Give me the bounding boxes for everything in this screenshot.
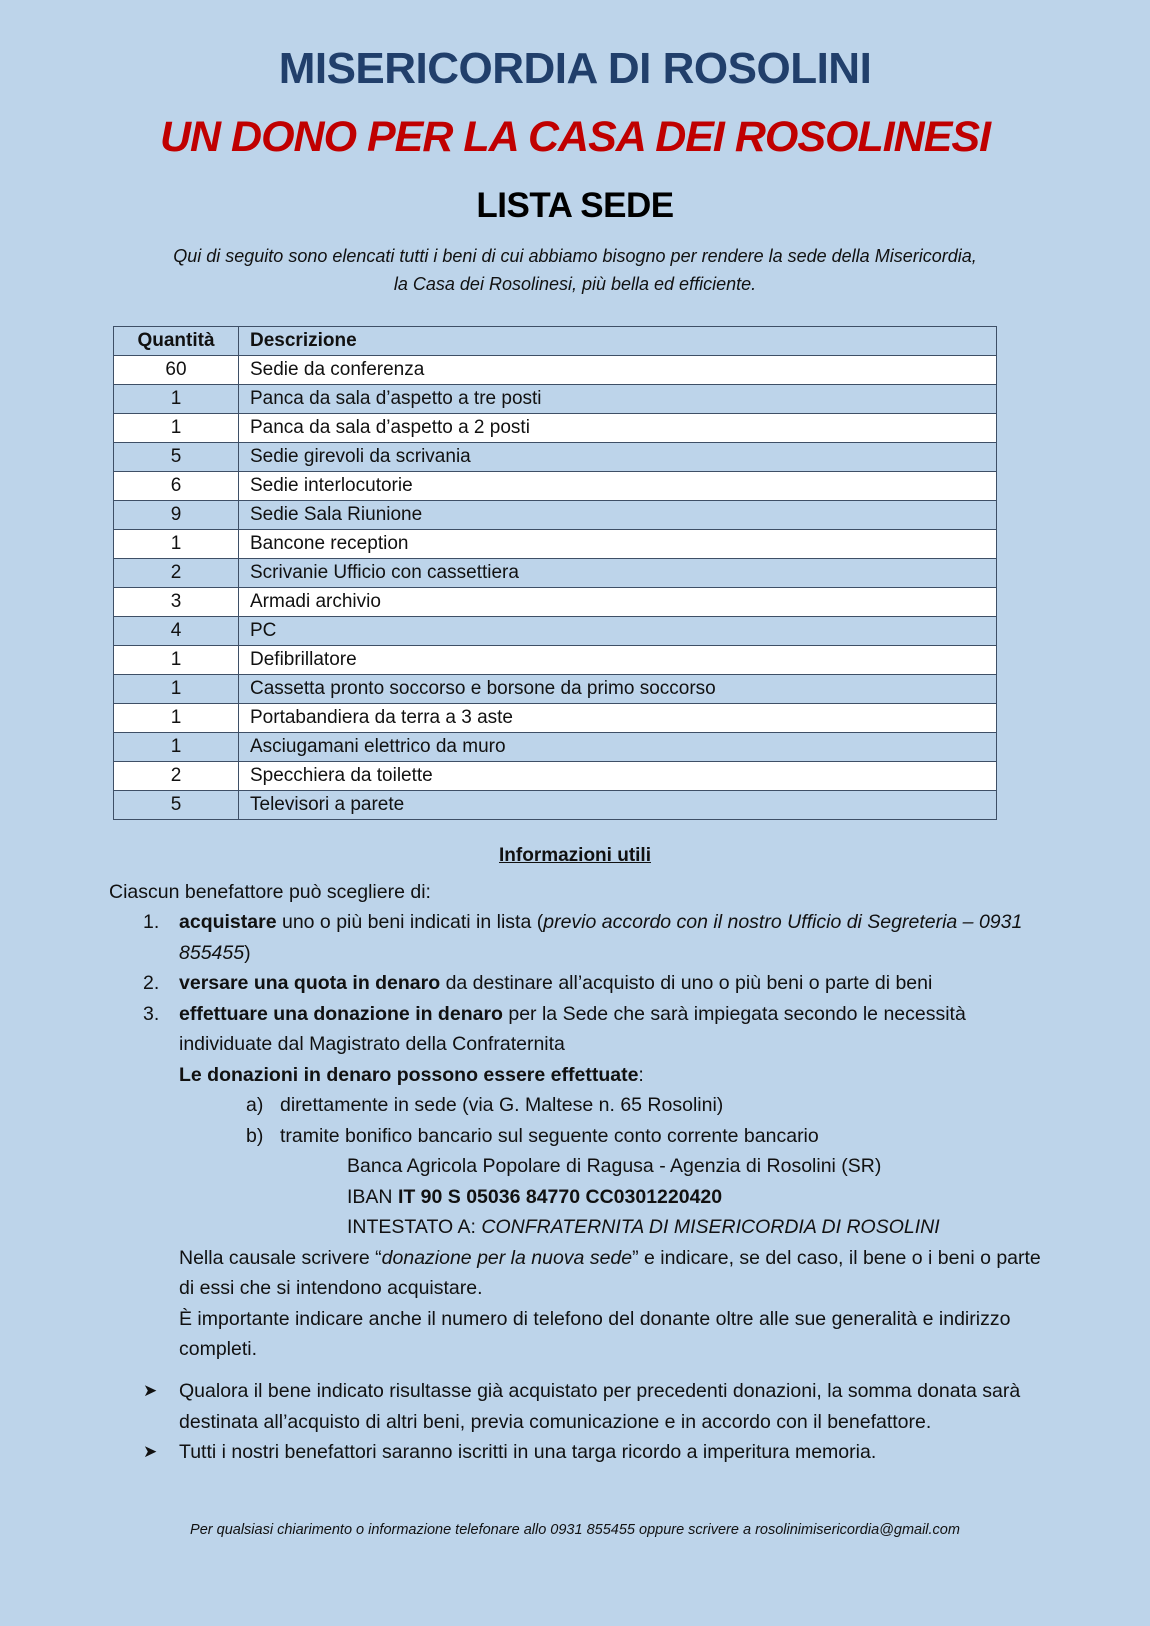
method-letter: a) <box>246 1094 264 1116</box>
quantity-cell: 6 <box>114 472 239 501</box>
description-cell: Scrivanie Ufficio con cassettiera <box>239 559 997 588</box>
table-row <box>114 791 997 820</box>
donation-details <box>143 1060 1043 1365</box>
quantity-cell: 1 <box>114 733 239 762</box>
description-cell: Televisori a parete <box>239 791 997 820</box>
note-item <box>143 1376 1043 1437</box>
holder-label: INTESTATO A: <box>347 1216 482 1238</box>
holder-value: CONFRATERNITA DI MISERICORDIA DI ROSOLINI <box>481 1216 940 1238</box>
quantity-cell: 5 <box>114 443 239 472</box>
quantity-cell: 1 <box>114 530 239 559</box>
option-text <box>179 907 1043 968</box>
description-cell: Panca da sala d’aspetto a tre posti <box>239 385 997 414</box>
page-title: MISERICORDIA DI ROSOLINI <box>278 44 872 93</box>
table-header-row <box>114 327 997 356</box>
option-item <box>143 999 1043 1060</box>
intro-text <box>0 242 1150 298</box>
option-body: da destinare all’acquisto di uno o più beni o parte di beni <box>440 972 933 994</box>
quantity-cell: 4 <box>114 617 239 646</box>
arrow-bullet-icon: ➤ <box>143 1442 158 1461</box>
method-text: direttamente in sede (via G. Maltese n. 65 Rosolini) <box>280 1094 724 1116</box>
quantity-cell: 1 <box>114 414 239 443</box>
description-cell: Asciugamani elettrico da muro <box>239 733 997 762</box>
causale-italic: donazione per la nuova sede <box>381 1246 633 1269</box>
quantity-cell: 1 <box>114 675 239 704</box>
info-lead: Ciascun benefattore può scegliere di: <box>109 881 431 903</box>
footer-contact: Per qualsiasi chiarimento o informazione telefonare allo 0931 855455 oppure scrivere a rosolinimisericordia@gmail.com <box>190 1522 960 1538</box>
option-number: 1. <box>143 911 160 933</box>
table-row <box>114 646 997 675</box>
table-row <box>114 356 997 385</box>
option-body: per la Sede che sarà impiegata secondo le necessità individuate dal Magistrato della Confraternita <box>179 1002 966 1055</box>
option-item <box>143 968 1043 999</box>
iban-value: IT 90 S 05036 84770 CC0301220420 <box>397 1185 723 1208</box>
description-cell: Defibrillatore <box>239 646 997 675</box>
column-header-quantity: Quantità <box>114 327 239 356</box>
quantity-cell: 1 <box>114 385 239 414</box>
option-bold: acquistare <box>179 911 277 933</box>
option-number: 3. <box>143 1002 160 1025</box>
method-item <box>246 1121 1043 1152</box>
table-row <box>114 385 997 414</box>
option-bold: versare una quota in denaro <box>179 972 441 994</box>
donation-methods-label <box>179 1060 1043 1091</box>
info-section-title: Informazioni utili <box>499 845 651 866</box>
table-row <box>114 472 997 501</box>
page-subtitle: UN DONO PER LA CASA DEI ROSOLINESI <box>159 113 991 161</box>
items-table <box>113 326 997 820</box>
causale-text <box>179 1243 1043 1304</box>
colon: : <box>638 1063 644 1086</box>
description-cell: Portabandiera da terra a 3 aste <box>239 704 997 733</box>
bank-details <box>246 1151 1043 1243</box>
description-cell: Armadi archivio <box>239 588 997 617</box>
table-row <box>114 762 997 791</box>
option-bold: effettuare una donazione in denaro <box>179 1002 503 1025</box>
description-cell: Specchiera da toilette <box>239 762 997 791</box>
method-item <box>246 1090 1043 1121</box>
description-cell: Bancone reception <box>239 530 997 559</box>
table-row <box>114 559 997 588</box>
note-text: Qualora il bene indicato risultasse già acquistato per precedenti donazioni, la somma donata sarà destinata all’acquisto di altri beni, previa comunicazione e in accordo con il benefattore. <box>179 1380 1021 1433</box>
quantity-cell: 1 <box>114 646 239 675</box>
options-list <box>143 907 1043 1365</box>
table-row <box>114 704 997 733</box>
table-row <box>114 443 997 472</box>
quantity-cell: 2 <box>114 559 239 588</box>
option-item <box>143 907 1043 968</box>
bank-name: Banca Agricola Popolare di Ragusa - Agenzia di Rosolini (SR) <box>347 1155 882 1177</box>
option-text <box>179 968 1043 999</box>
quantity-cell: 60 <box>114 356 239 385</box>
description-cell: Sedie interlocutorie <box>239 472 997 501</box>
note-text: Tutti i nostri benefattori saranno iscritti in una targa ricordo a imperitura memoria. <box>179 1441 877 1463</box>
description-cell: Sedie da conferenza <box>239 356 997 385</box>
causale-pre: Nella causale scrivere “ <box>179 1246 382 1269</box>
donation-methods-bold: Le donazioni in denaro possono essere effettuate <box>179 1063 639 1086</box>
option-number: 2. <box>143 972 160 994</box>
method-letter: b) <box>246 1124 264 1147</box>
list-heading: LISTA SEDE <box>476 186 674 225</box>
table-row <box>114 414 997 443</box>
table-row <box>114 530 997 559</box>
column-header-description: Descrizione <box>239 327 997 356</box>
holder-line <box>347 1212 1043 1243</box>
table-row <box>114 501 997 530</box>
intro-line-1: Qui di seguito sono elencati tutti i beni di cui abbiamo bisogno per rendere la sede della Misericordia, <box>173 246 977 266</box>
table-row <box>114 675 997 704</box>
quantity-cell: 1 <box>114 704 239 733</box>
iban-line <box>347 1182 1043 1213</box>
description-cell: Panca da sala d’aspetto a 2 posti <box>239 414 997 443</box>
table-row <box>114 733 997 762</box>
quantity-cell: 3 <box>114 588 239 617</box>
method-text: tramite bonifico bancario sul seguente conto corrente bancario <box>280 1124 819 1147</box>
table-row <box>114 617 997 646</box>
option-italic: previo accordo con il nostro Ufficio di Segreteria – 0931 855455 <box>179 911 1023 964</box>
option-tail: ) <box>244 941 251 964</box>
option-body: uno o più beni indicati in lista ( <box>276 911 544 933</box>
description-cell: Cassetta pronto soccorso e borsone da primo soccorso <box>239 675 997 704</box>
quantity-cell: 5 <box>114 791 239 820</box>
arrow-bullet-icon: ➤ <box>143 1381 158 1400</box>
quantity-cell: 9 <box>114 501 239 530</box>
option-text <box>179 999 1043 1060</box>
causale-post: ” e indicare, se del caso, il bene o i beni o parte di essi che si intendono acquistare. <box>179 1246 1041 1299</box>
description-cell: PC <box>239 617 997 646</box>
iban-label: IBAN <box>347 1185 398 1208</box>
table-row <box>114 588 997 617</box>
description-cell: Sedie Sala Riunione <box>239 501 997 530</box>
note-item <box>143 1437 1043 1468</box>
description-cell: Sedie girevoli da scrivania <box>239 443 997 472</box>
intro-line-2: la Casa dei Rosolinesi, più bella ed efficiente. <box>393 274 757 294</box>
quantity-cell: 2 <box>114 762 239 791</box>
important-note: È importante indicare anche il numero di telefono del donante oltre alle sue generalità e indirizzo completi. <box>179 1307 1011 1360</box>
notes-list <box>143 1376 1043 1468</box>
donation-methods-list <box>179 1090 1043 1243</box>
